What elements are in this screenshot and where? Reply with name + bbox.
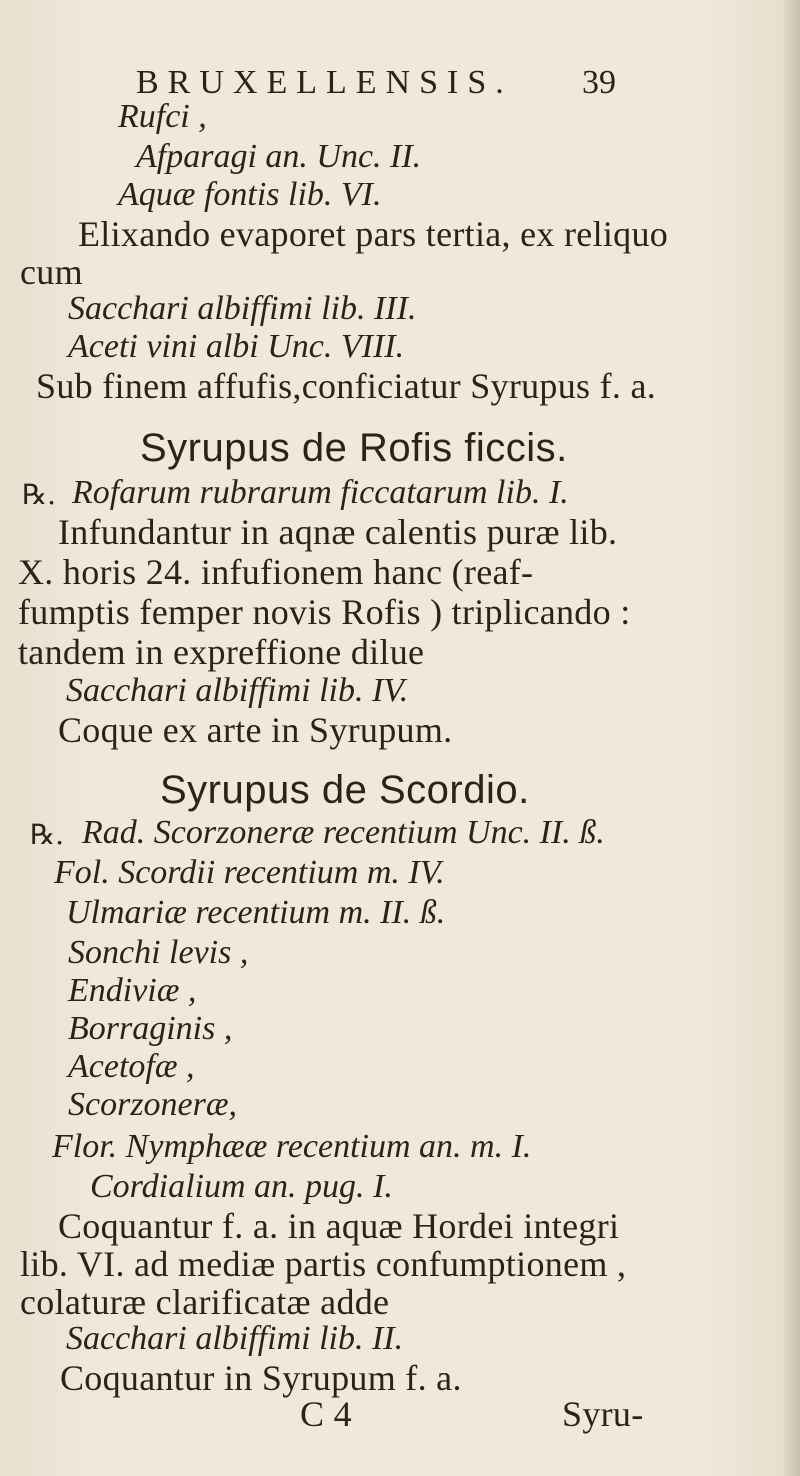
page-edge-shadow [782,0,800,1476]
text-line: Sub finem affufis,conficiatur Syrupus f. a. [36,366,657,406]
text-line: Sacchari albiffimi lib. IV. [66,672,409,709]
text-line: Aquæ fontis lib. VI. [118,176,382,213]
text-line: Acetofæ , [68,1048,195,1085]
text-line: Rufci , [118,98,207,135]
text-line: Coque ex arte in Syrupum. [58,710,453,750]
text-line: Fol. Scordii recentium m. IV. [54,854,445,891]
text-line: Elixando evaporet pars tertia, ex reliquo [78,214,669,254]
text-line: Sacchari albiffimi lib. III. [68,290,417,327]
text-line: lib. VI. ad mediæ partis confumptionem , [20,1244,627,1284]
recipe-symbol: ℞. [30,818,65,851]
text-line: Sonchi levis , [68,934,249,971]
text-line: Scorzoneræ, [68,1086,238,1123]
text-line: Borraginis , [68,1010,233,1047]
text-line: Aceti vini albi Unc. VIII. [68,328,405,365]
text-line: colaturæ clarificatæ adde [20,1282,390,1322]
running-header: BRUXELLENSIS. [136,64,513,101]
text-line: X. horis 24. infufionem hanc (reaf- [18,552,534,592]
signature-mark: C 4 [300,1394,352,1434]
text-line: Ulmariæ recentium m. II. ß. [66,894,446,931]
recipe-symbol: ℞. [22,478,57,511]
text-line: Flor. Nymphææ recentium an. m. I. [52,1128,532,1165]
text-line: Rofarum rubrarum ficcatarum lib. I. [72,474,569,511]
text-line: Infundantur in aqnæ calentis puræ lib. [58,512,618,552]
text-line: fumptis femper novis Rofis ) triplicando : [18,592,631,632]
text-line: Cordialium an. pug. I. [90,1168,393,1205]
text-line: Coquantur f. a. in aquæ Hordei integri [58,1206,620,1246]
text-line: Coquantur in Syrupum f. a. [60,1358,462,1398]
text-line: cum [20,252,83,292]
text-line: Afparagi an. Unc. II. [136,138,422,175]
text-line: tandem in expreffione dilue [18,632,425,672]
text-line: Rad. Scorzoneræ recentium Unc. II. ß. [82,814,605,851]
text-line: Sacchari albiffimi lib. II. [66,1320,404,1357]
page-number: 39 [582,64,616,101]
section-title: Syrupus de Scordio. [160,768,530,812]
section-title: Syrupus de Rofis ficcis. [140,426,568,470]
catchword: Syru- [562,1394,644,1434]
text-line: Endiviæ , [68,972,197,1009]
